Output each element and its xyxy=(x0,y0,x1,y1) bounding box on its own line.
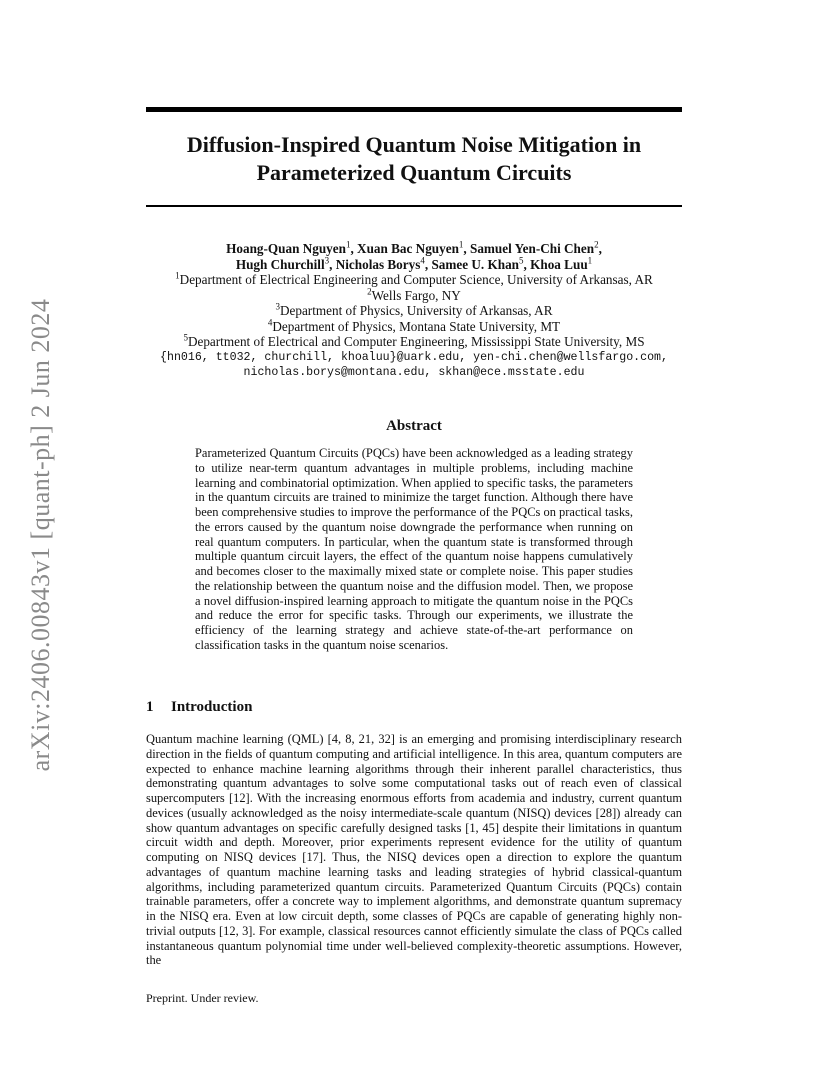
arxiv-side-stamp xyxy=(14,290,68,780)
affiliation-text: Department of Electrical and Computer Engineering, Mississippi State University, MS xyxy=(187,334,645,349)
affiliation-line xyxy=(146,334,682,350)
author-separator: , xyxy=(424,256,432,272)
author-name: Khoa Luu xyxy=(530,256,588,272)
section-heading xyxy=(146,699,252,716)
author-name: Samuel Yen-Chi Chen xyxy=(470,241,595,256)
affiliation-line xyxy=(146,288,682,304)
author-affiliation-mark: 1 xyxy=(458,239,464,250)
author-affiliation-mark: 5 xyxy=(519,255,524,266)
title-line-1: Diffusion-Inspired Quantum Noise Mitigation in xyxy=(186,132,642,157)
preprint-footer: Preprint. Under review. xyxy=(146,991,259,1005)
affiliation-mark: 3 xyxy=(275,301,280,312)
affiliation-text: Department of Physics, University of Arkansas, AR xyxy=(279,303,553,318)
author-separator: , xyxy=(463,241,470,256)
affiliation-text: Wells Fargo, NY xyxy=(371,287,461,303)
author-name: Nicholas Borys xyxy=(335,256,421,272)
abstract-text: Parameterized Quantum Circuits (PQCs) have been acknowledged as a leading strategy to utilize near-term quantum advantages in multiple problems, including machine learning and combinatorial optimization. When applied to specific tasks, the parameters in the quantum circuits are trained to minimize the target function. Although there have been comprehensive studies to improve the performance of the PQCs on practical tasks, the errors caused by the quantum noise downgrade the performance when running on real quantum computers. In particular, when the quantum state is transformed through multiple quantum circuit layers, the effect of the quantum noise happens cumulatively and becomes closer to the maximally mixed state or complete noise. This paper studies the relationship between the quantum noise and the diffusion model. Then, we propose a novel diffusion-inspired learning approach to mitigate the quantum noise in the PQCs and reduce the error for specific tasks. Through our experiments, we illustrate the efficiency of the learning strategy and achieve state-of-the-art performance on classification tasks in the quantum noise scenarios. xyxy=(195,446,633,652)
section-number: 1 xyxy=(146,699,154,715)
abstract-heading: Abstract xyxy=(386,418,442,434)
affiliation-mark: 5 xyxy=(183,332,188,343)
affiliation-line xyxy=(146,303,682,319)
author-name: Xuan Bac Nguyen xyxy=(357,241,459,256)
introduction-text: Quantum machine learning (QML) [4, 8, 21, 32] is an emerging and promising interdisciplinary research direction in the fields of quantum computing and artificial intelligence. In this area, quantum computers are expected to enhance machine learning algorithms through their inherent parallel characteristics, thus demonstrating quantum advantages to solve some computational tasks out of reach even of classical supercomputers [12]. With the increasing enormous efforts from academia and industry, current quantum devices (usually acknowledged as the noisy intermediate-scale quantum (NISQ) devices [28]) already can show quantum advantages on specific carefully designed tasks [1, 45] despite their limitations in quantum circuit width and depth. Moreover, prior experiments represent evidence for the utility of quantum computing on NISQ devices [17]. Thus, the NISQ devices open a direction to explore the quantum advantages of quantum machine learning tasks and leading strategies of hybrid classical-quantum algorithms, including parameterized quantum circuits. Parameterized Quantum Circuits (PQCs) contain trainable parameters, offer a concrete way to implement algorithms, and demonstrate quantum supremacy in the NISQ era. Even at low circuit depth, some classes of PQCs are capable of generating highly non-trivial outputs [12, 3]. For example, classical resources cannot efficiently simulate the class of PQCs called instantaneous quantum polynomial time under well-believed complexity-theoretic assumptions. However, the xyxy=(146,732,682,968)
section-title: Introduction xyxy=(171,699,253,715)
affiliation-text: Department of Physics, Montana State University, MT xyxy=(272,318,561,334)
author-name: Samee U. Khan xyxy=(431,256,520,272)
author-affiliation-mark: 1 xyxy=(587,255,593,266)
author-affiliation-mark: 1 xyxy=(345,239,351,250)
author-separator: , xyxy=(598,241,602,256)
affiliation-mark: 4 xyxy=(267,317,273,328)
author-separator: , xyxy=(329,256,336,272)
author-name: Hoang-Quan Nguyen xyxy=(226,241,346,256)
arxiv-stamp-text: arXiv:2406.00843v1 [quant-ph] 2 Jun 2024 xyxy=(26,298,55,772)
author-affiliation-mark: 2 xyxy=(594,239,599,250)
title-bottom-rule xyxy=(146,205,682,207)
author-affiliation-mark: 3 xyxy=(324,255,330,266)
author-name: Hugh Churchill xyxy=(235,256,325,272)
author-separator: , xyxy=(523,256,531,272)
author-separator: , xyxy=(350,241,358,256)
title-top-rule xyxy=(146,107,682,112)
affiliation-line xyxy=(146,272,682,288)
author-affiliation-mark: 4 xyxy=(420,255,425,266)
paper-title xyxy=(146,131,682,187)
email-line-2: nicholas.borys@montana.edu, skhan@ece.msstate.edu xyxy=(243,366,585,379)
email-line-1: {hn016, tt032, churchill, khoaluu}@uark.edu, yen-chi.chen@wellsfargo.com, xyxy=(160,350,668,364)
author-line-2 xyxy=(146,257,682,273)
affiliation-mark: 2 xyxy=(367,286,372,297)
author-line-1 xyxy=(146,241,682,257)
affiliation-text: Department of Electrical Engineering and Computer Science, University of Arkansas, AR xyxy=(179,272,653,287)
title-line-2: Parameterized Quantum Circuits xyxy=(256,160,572,185)
affiliation-mark: 1 xyxy=(175,270,180,281)
affiliation-line xyxy=(146,319,682,335)
author-block xyxy=(146,241,682,381)
